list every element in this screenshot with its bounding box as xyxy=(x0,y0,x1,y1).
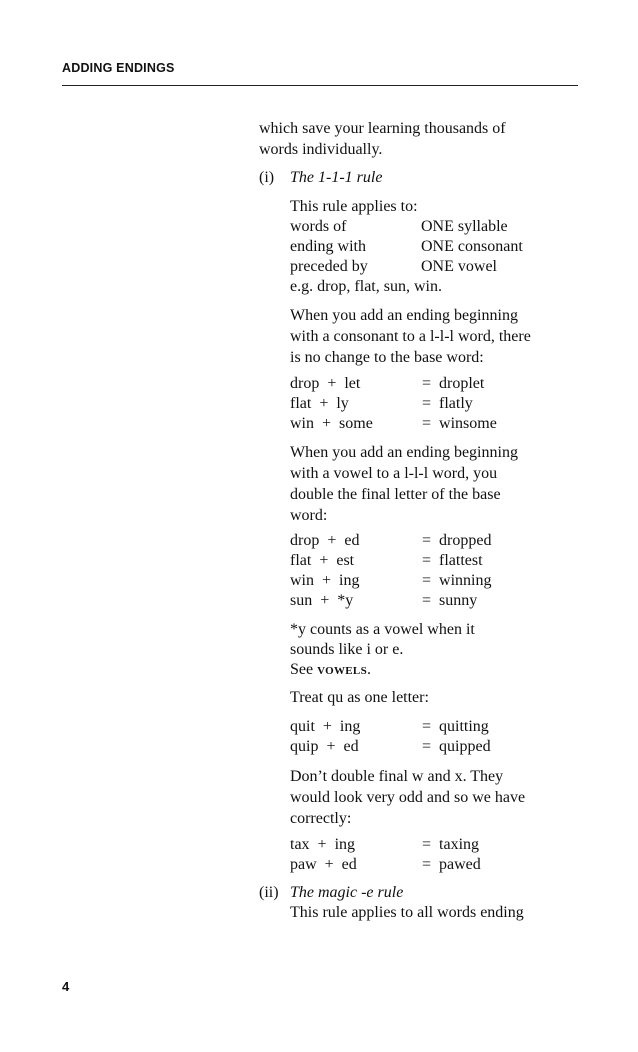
example-right: = quipped xyxy=(422,738,491,755)
rule-i-marker: (i) xyxy=(259,169,275,186)
example-left: paw + ed xyxy=(290,856,357,873)
rule-i-example: e.g. drop, flat, sun, win. xyxy=(290,278,442,295)
wx-para-line: Don’t double final w and x. They xyxy=(290,768,504,785)
criteria-value: ONE vowel xyxy=(421,258,497,275)
qu-para: Treat qu as one letter: xyxy=(290,689,429,706)
rule-ii-marker: (ii) xyxy=(259,884,279,901)
vowel-para-line: double the final letter of the base xyxy=(290,486,501,503)
wx-para-line: would look very odd and so we have xyxy=(290,789,526,806)
rule-ii-title: The magic -e rule xyxy=(290,884,404,901)
see-prefix: See xyxy=(290,661,318,678)
criteria-label: words of xyxy=(290,218,347,235)
example-right: = droplet xyxy=(422,375,485,392)
intro-line-1: which save your learning thousands of xyxy=(259,120,506,137)
example-right: = winning xyxy=(422,572,492,589)
cross-reference-vowels: vowels xyxy=(317,661,367,678)
vowel-para-line: with a vowel to a l-l-l word, you xyxy=(290,465,498,482)
criteria-label: preceded by xyxy=(290,258,368,275)
criteria-label: ending with xyxy=(290,238,366,255)
example-left: sun + *y xyxy=(290,592,354,609)
example-left: quip + ed xyxy=(290,738,359,755)
see-reference xyxy=(290,660,371,680)
example-left: flat + est xyxy=(290,552,355,569)
example-left: flat + ly xyxy=(290,395,349,412)
consonant-para-line: When you add an ending beginning xyxy=(290,307,518,324)
example-left: tax + ing xyxy=(290,836,356,853)
note-line: *y counts as a vowel when it xyxy=(290,621,475,638)
header-rule xyxy=(62,85,578,86)
criteria-value: ONE syllable xyxy=(421,218,508,235)
see-suffix: . xyxy=(366,661,371,678)
consonant-para-line: is no change to the base word: xyxy=(290,349,484,366)
example-right: = quitting xyxy=(422,718,489,735)
example-left: win + some xyxy=(290,415,373,432)
example-right: = flattest xyxy=(422,552,483,569)
vowel-para-line: word: xyxy=(290,507,328,524)
criteria-value: ONE consonant xyxy=(421,238,523,255)
example-left: drop + let xyxy=(290,375,361,392)
example-left: drop + ed xyxy=(290,532,360,549)
example-left: quit + ing xyxy=(290,718,361,735)
running-header: ADDING ENDINGS xyxy=(62,61,175,75)
wx-para-line: correctly: xyxy=(290,810,352,827)
example-right: = sunny xyxy=(422,592,478,609)
example-right: = flatly xyxy=(422,395,473,412)
vowel-para-line: When you add an ending beginning xyxy=(290,444,518,461)
example-right: = taxing xyxy=(422,836,480,853)
intro-line-2: words individually. xyxy=(259,141,383,158)
note-line: sounds like i or e. xyxy=(290,641,404,658)
example-right: = winsome xyxy=(422,415,497,432)
rule-i-title: The 1-1-1 rule xyxy=(290,169,383,186)
rule-ii-text: This rule applies to all words ending xyxy=(290,904,524,921)
example-left: win + ing xyxy=(290,572,360,589)
rule-i-applies: This rule applies to: xyxy=(290,198,418,215)
page-number: 4 xyxy=(62,979,70,994)
example-right: = pawed xyxy=(422,856,481,873)
example-right: = dropped xyxy=(422,532,492,549)
consonant-para-line: with a consonant to a l-l-l word, there xyxy=(290,328,531,345)
